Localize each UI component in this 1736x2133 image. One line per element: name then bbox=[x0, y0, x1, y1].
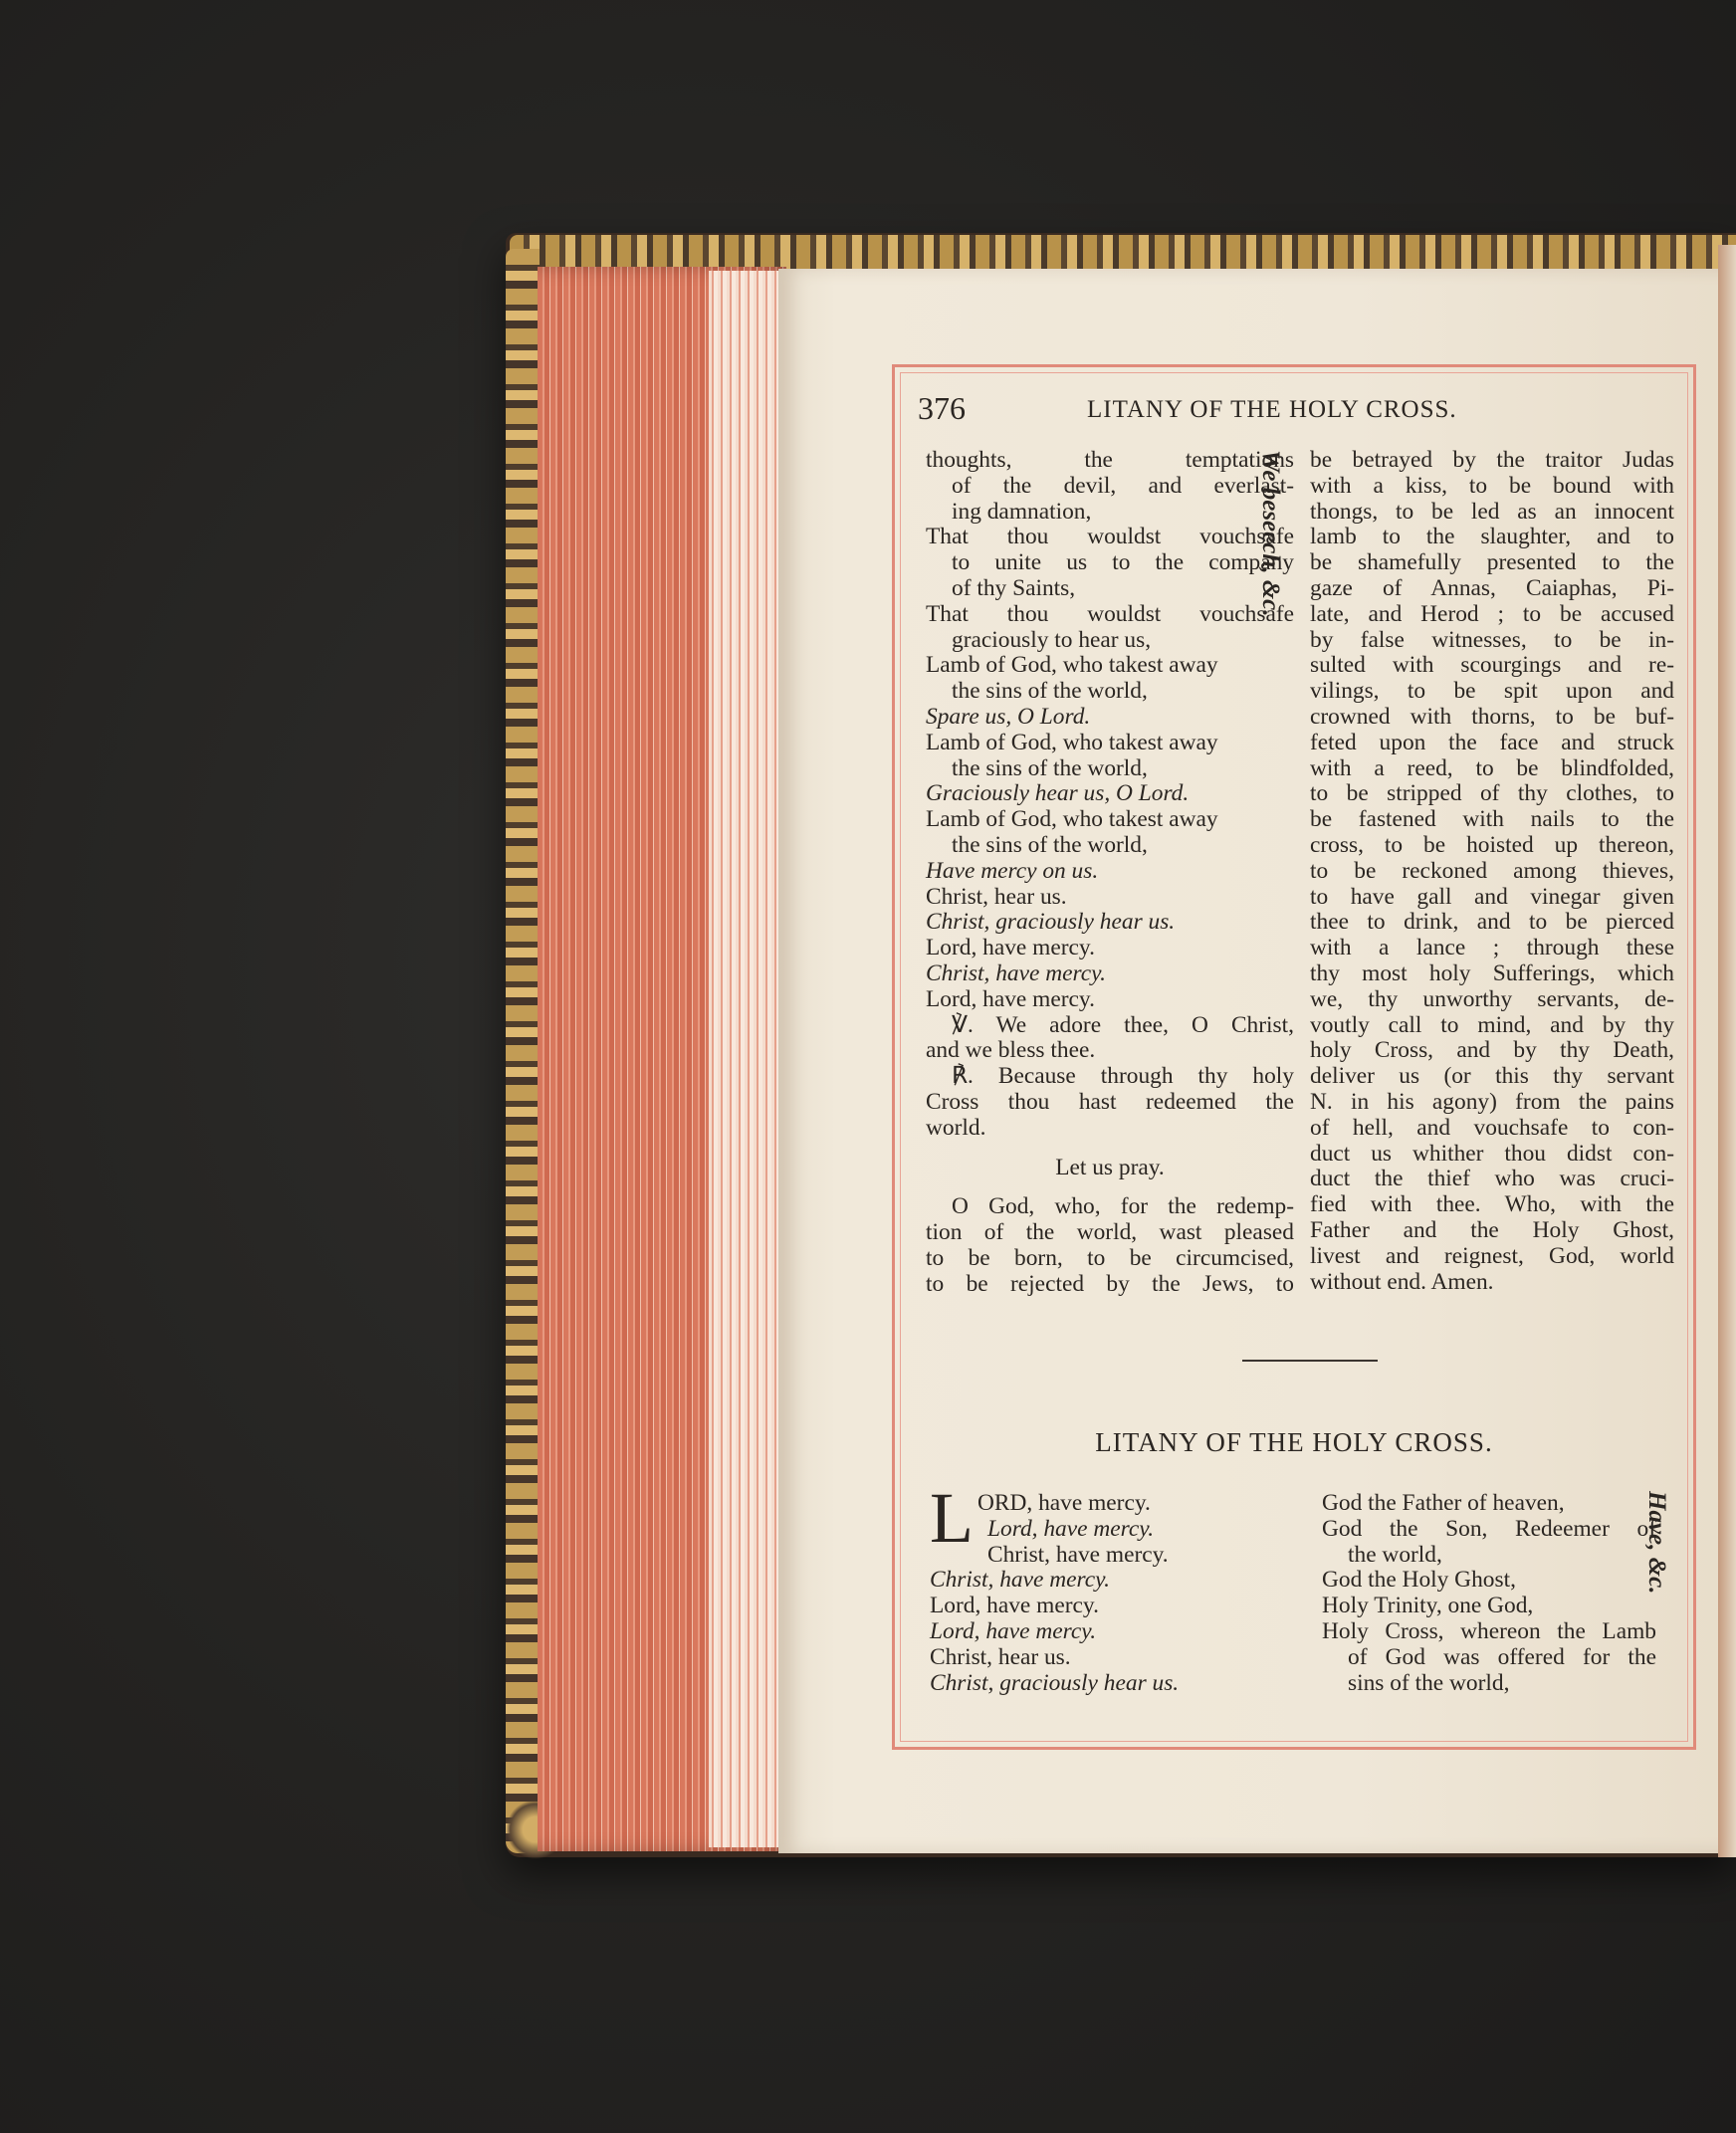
page-number: 376 bbox=[918, 390, 966, 426]
litany-line: Christ, have mercy. bbox=[987, 1541, 1169, 1568]
right-column bbox=[1310, 448, 1674, 1295]
text-line: world. bbox=[926, 1114, 986, 1141]
text-line: Lord, have mercy. bbox=[926, 935, 1095, 961]
text-line: deliver us (or this thy servant bbox=[1310, 1063, 1674, 1090]
text-line: without end. Amen. bbox=[1310, 1268, 1494, 1295]
versicle-line: ℣. We adore thee, O Christ, bbox=[952, 1011, 1294, 1038]
left-column bbox=[926, 448, 1294, 1298]
text-line: Lord, have mercy. bbox=[926, 985, 1095, 1012]
text-line: late, and Herod ; to be accused bbox=[1310, 600, 1674, 627]
text-line: of hell, and vouchsafe to con- bbox=[1310, 1114, 1674, 1141]
litany-line: God the Father of heaven, bbox=[1322, 1490, 1565, 1516]
litany-line: Holy Cross, whereon the Lamb bbox=[1322, 1617, 1656, 1644]
text-line: to be rejected by the Jews, to bbox=[926, 1270, 1294, 1297]
margin-note-right: Have, &c. bbox=[1643, 1491, 1670, 1595]
text-line: with a kiss, to be bound with bbox=[1310, 472, 1674, 499]
litany-response: Lord, have mercy. bbox=[987, 1515, 1155, 1542]
section-title: LITANY OF THE HOLY CROSS. bbox=[1095, 1427, 1493, 1457]
spacer bbox=[926, 1180, 1294, 1194]
litany-response: Christ, graciously hear us. bbox=[930, 1669, 1180, 1696]
text-line: with a lance ; through these bbox=[1310, 935, 1674, 961]
running-head bbox=[918, 390, 1555, 430]
text-line: O God, who, for the redemp- bbox=[952, 1193, 1294, 1220]
litany-right-column bbox=[1322, 1491, 1656, 1696]
text-line: holy Cross, and by thy Death, bbox=[1310, 1037, 1674, 1064]
response-line: Christ, have mercy. bbox=[926, 960, 1107, 986]
text-line: duct us whither thou didst con- bbox=[1310, 1140, 1674, 1167]
text-line: N. in his agony) from the pains bbox=[1310, 1088, 1674, 1115]
text-line: Cross thou hast redeemed the bbox=[926, 1088, 1294, 1115]
text-line: crowned with thorns, to be buf- bbox=[1310, 703, 1674, 730]
text-line: cross, to be hoisted up thereon, bbox=[1310, 831, 1674, 858]
text-line: livest and reignest, God, world bbox=[1310, 1242, 1674, 1269]
response-line: Christ, graciously hear us. bbox=[926, 909, 1176, 936]
text-line: thoughts, the temptations bbox=[926, 447, 1294, 473]
litany-line: God the Holy Ghost, bbox=[1322, 1567, 1516, 1594]
text-line: to be born, to be circumcised, bbox=[926, 1244, 1294, 1271]
text-line: Father and the Holy Ghost, bbox=[1310, 1216, 1674, 1243]
litany-line: of God was offered for the bbox=[1348, 1643, 1656, 1670]
text-line: tion of the world, wast pleased bbox=[926, 1219, 1294, 1246]
text-line: and we bless thee. bbox=[926, 1037, 1096, 1064]
running-title: LITANY OF THE HOLY CROSS. bbox=[1087, 396, 1457, 423]
litany-line: Holy Trinity, one God, bbox=[1322, 1593, 1534, 1619]
prayer-heading: Let us pray. bbox=[1055, 1154, 1165, 1180]
text-line: That thou wouldst vouchsafe bbox=[926, 524, 1294, 550]
text-line: to have gall and vinegar given bbox=[1310, 883, 1674, 910]
gilt-top-edge bbox=[510, 235, 1736, 271]
text-line: thee to drink, and to be pierced bbox=[1310, 909, 1674, 936]
text-line: ing damnation, bbox=[952, 498, 1092, 525]
text-line: graciously to hear us, bbox=[952, 626, 1152, 653]
text-line: thongs, to be led as an innocent bbox=[1310, 498, 1674, 525]
text-line: to be reckoned among thieves, bbox=[1310, 857, 1674, 884]
page-edges-light bbox=[709, 271, 782, 1847]
text-line: thy most holy Sufferings, which bbox=[1310, 960, 1674, 986]
response-line: ℟. Because through thy holy bbox=[952, 1063, 1294, 1090]
text-line: Lamb of God, who takest away bbox=[926, 806, 1218, 833]
litany-line: Lord, have mercy. bbox=[930, 1593, 1099, 1619]
text-line: Lamb of God, who takest away bbox=[926, 729, 1218, 755]
section-divider bbox=[1242, 1360, 1378, 1362]
text-line: duct the thief who was cruci- bbox=[1310, 1166, 1674, 1192]
text-line: the sins of the world, bbox=[952, 754, 1148, 781]
litany-line: ORD, have mercy. bbox=[977, 1490, 1151, 1516]
text-line: voutly call to mind, and by thy bbox=[1310, 1011, 1674, 1038]
litany-line: God the Son, Redeemer of bbox=[1322, 1515, 1656, 1542]
litany-response: Lord, have mercy. bbox=[930, 1617, 1097, 1644]
gilt-spine-edge bbox=[506, 249, 540, 1853]
text-line: be fastened with nails to the bbox=[1310, 806, 1674, 833]
text-line: of the devil, and everlast- bbox=[952, 472, 1294, 499]
litany-left-column bbox=[930, 1491, 1268, 1696]
response-line: Have mercy on us. bbox=[926, 857, 1099, 884]
spacer bbox=[926, 1142, 1294, 1156]
text-line: Lamb of God, who takest away bbox=[926, 652, 1218, 679]
litany-line: sins of the world, bbox=[1348, 1669, 1510, 1696]
text-line: vilings, to be spit upon and bbox=[1310, 678, 1674, 705]
text-line: the sins of the world, bbox=[952, 678, 1148, 705]
text-line: with a reed, to be blindfolded, bbox=[1310, 754, 1674, 781]
text-line: to unite us to the company bbox=[952, 549, 1294, 576]
text-line: fied with thee. Who, with the bbox=[1310, 1191, 1674, 1218]
text-line: to be stripped of thy clothes, to bbox=[1310, 780, 1674, 807]
text-line: feted upon the face and struck bbox=[1310, 729, 1674, 755]
text-line: Christ, hear us. bbox=[926, 883, 1067, 910]
text-line: the sins of the world, bbox=[952, 831, 1148, 858]
margin-note-left: We beseech, &c. bbox=[1257, 450, 1284, 617]
text-line: gaze of Annas, Caiaphas, Pi- bbox=[1310, 574, 1674, 601]
next-page-edge bbox=[1718, 245, 1736, 1857]
litany-line: Christ, hear us. bbox=[930, 1643, 1071, 1670]
text-line: be shamefully presented to the bbox=[1310, 549, 1674, 576]
text-line: be betrayed by the traitor Judas bbox=[1310, 447, 1674, 473]
text-line: sulted with scourgings and re- bbox=[1310, 652, 1674, 679]
litany-line: the world, bbox=[1348, 1541, 1442, 1568]
response-line: Graciously hear us, O Lord. bbox=[926, 780, 1190, 807]
text-line: lamb to the slaughter, and to bbox=[1310, 524, 1674, 550]
text-line: of thy Saints, bbox=[952, 574, 1076, 601]
response-line: Spare us, O Lord. bbox=[926, 703, 1091, 730]
litany-response: Christ, have mercy. bbox=[930, 1567, 1111, 1594]
text-line: by false witnesses, to be in- bbox=[1310, 626, 1674, 653]
text-line: That thou wouldst vouchsafe bbox=[926, 600, 1294, 627]
text-line: we, thy unworthy servants, de- bbox=[1310, 985, 1674, 1012]
drop-cap: L bbox=[930, 1478, 974, 1558]
